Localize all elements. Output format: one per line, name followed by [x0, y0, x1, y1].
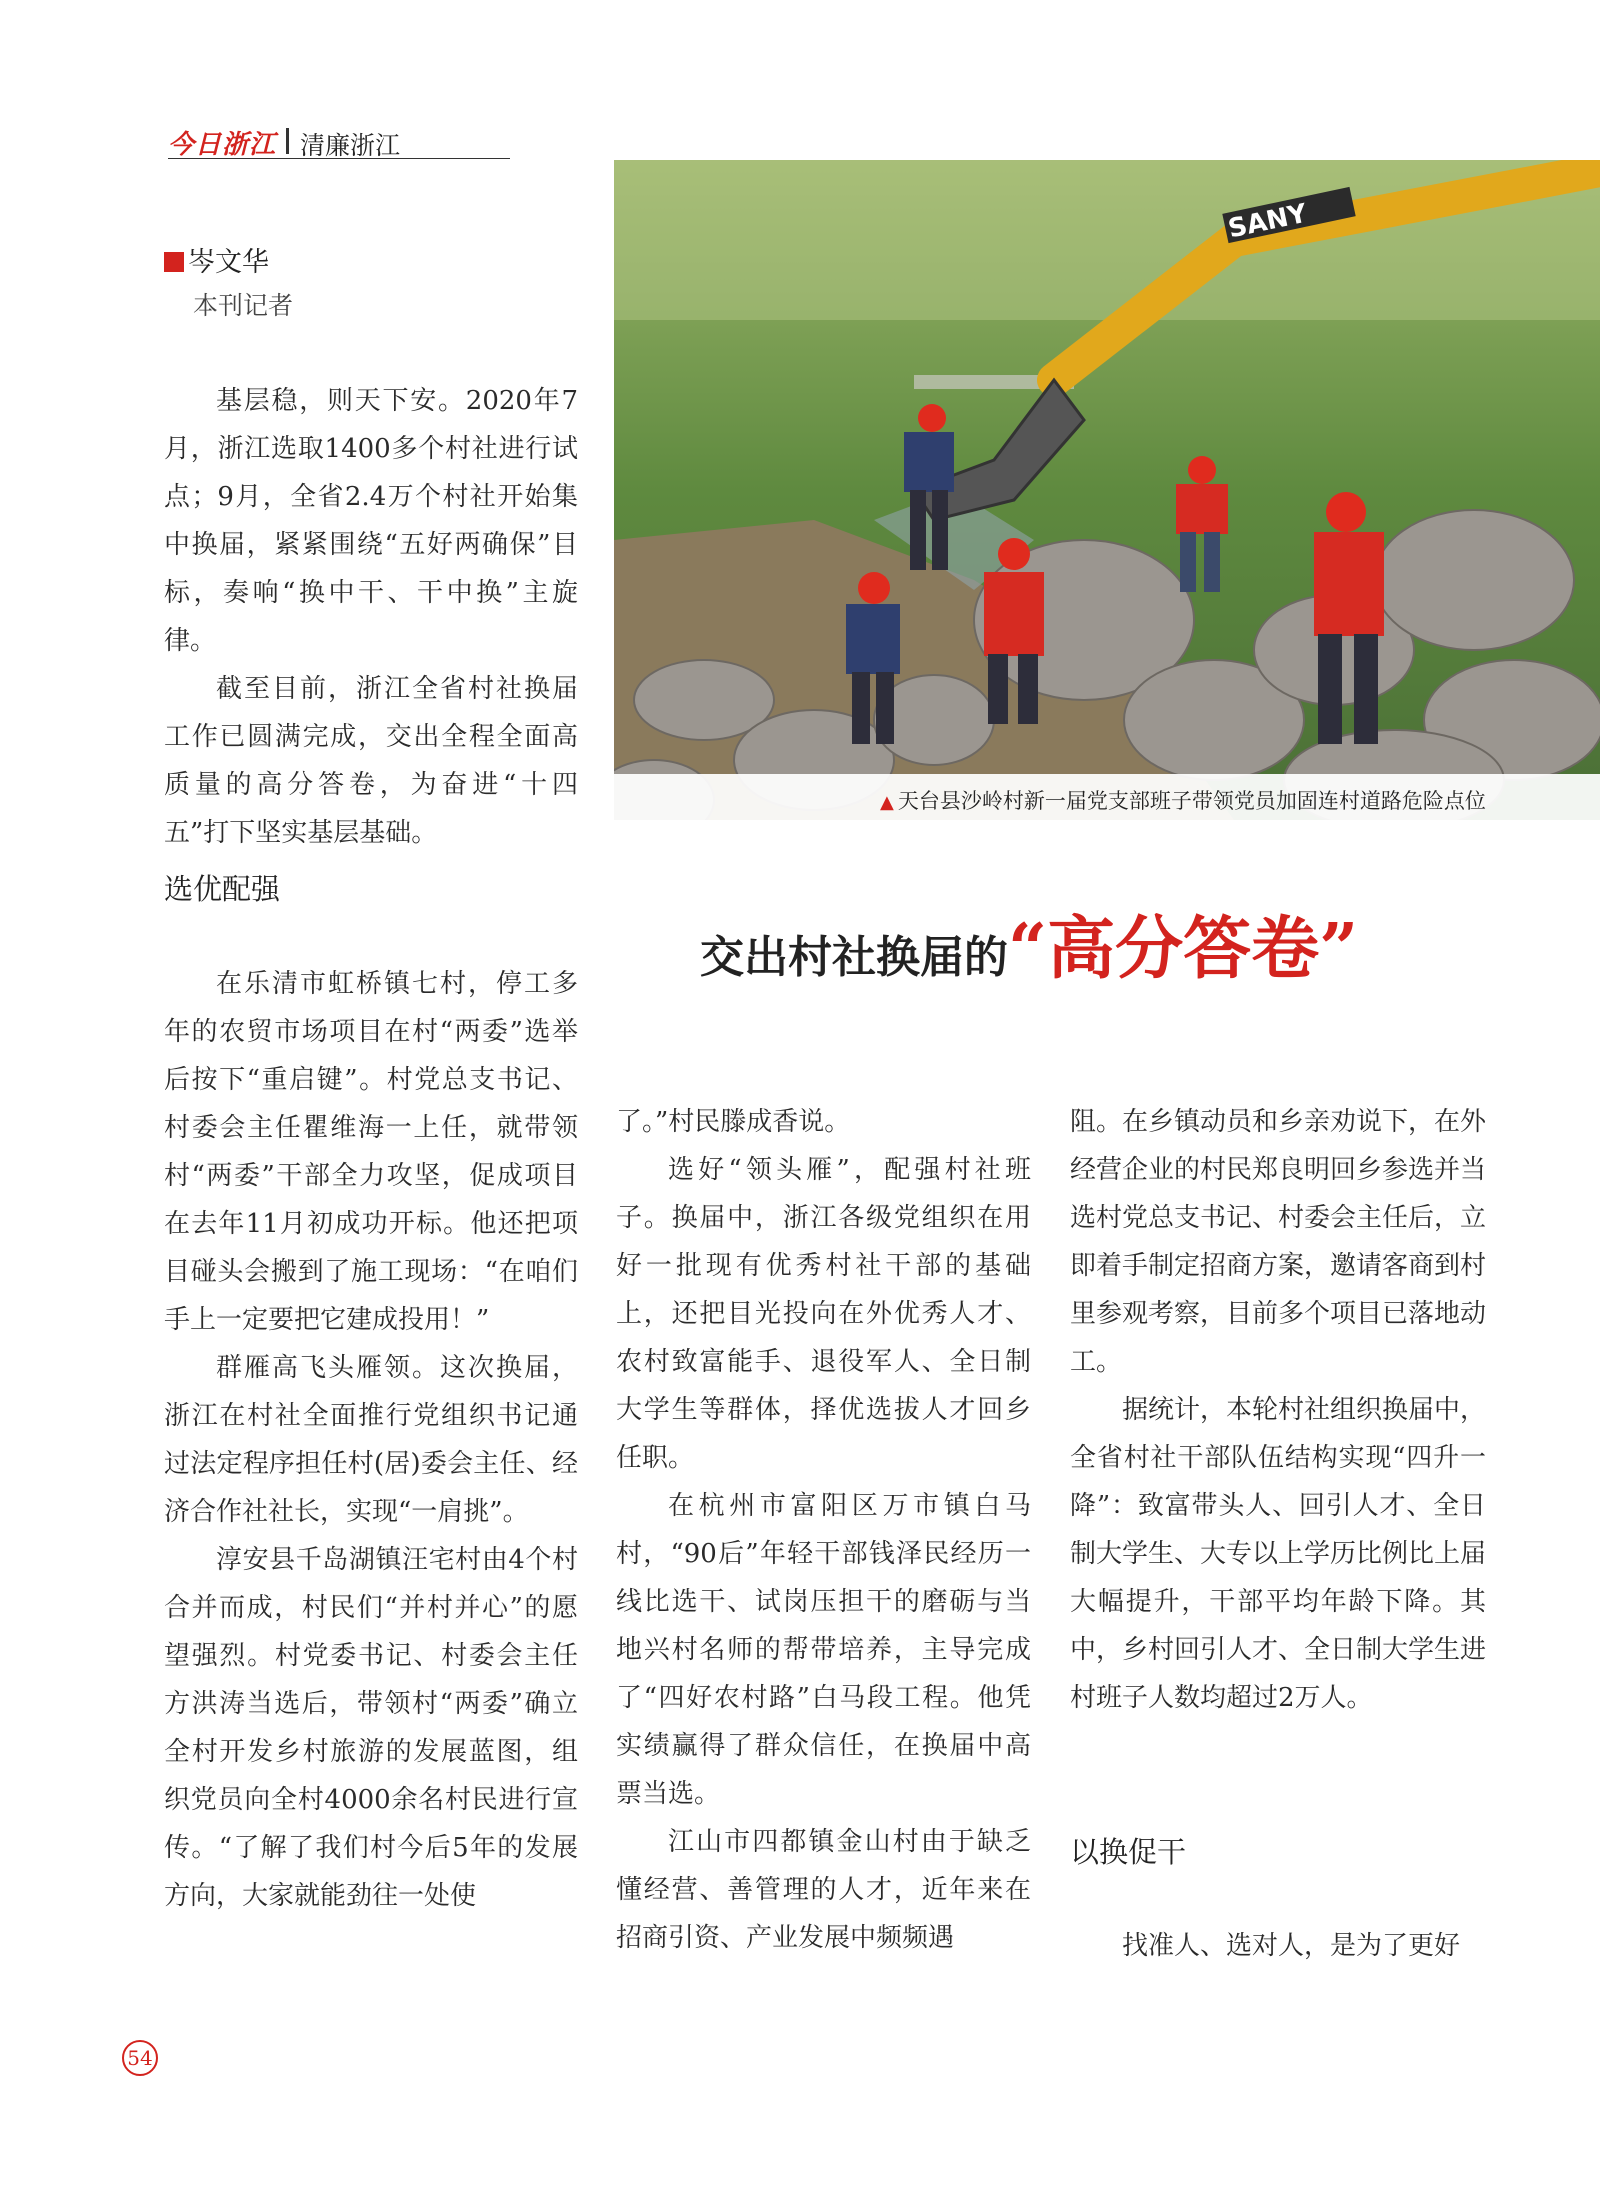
- subhead-xuanyou: 选优配强: [164, 872, 281, 906]
- paragraph: 淳安县千岛湖镇汪宅村由4个村合并而成，村民们“并村并心”的愿望强烈。村党委书记、村委会主任方洪涛当选后，带领村“两委”确立全村开发乡村旅游的发展蓝图，组织党员向全村4000余名村民进行宣传。“了解了我们村今后5年的发展方向，大家就能劲往一处使: [164, 1545, 578, 1911]
- column-3-tail: [1070, 1922, 1486, 1970]
- triangle-icon: ▲: [880, 792, 894, 813]
- article-headline: [700, 895, 1358, 992]
- paragraph: 了。”村民滕成香说。: [616, 1107, 851, 1137]
- section-title: 清廉浙江: [300, 131, 401, 160]
- paragraph: 找准人、选对人，是为了更好: [1122, 1931, 1461, 1961]
- paragraph: 群雁高飞头雁领。这次换届，浙江在村社全面推行党组织书记通过法定程序担任村(居)委会主任、经济合作社社长，实现“一肩挑”。: [164, 1353, 578, 1527]
- excavator-brand-label: SANY: [1225, 198, 1310, 245]
- masthead-divider: [286, 128, 289, 154]
- column-1: [164, 960, 578, 1920]
- paragraph: 截至目前，浙江全省村社换届工作已圆满完成，交出全程全面高质量的高分答卷，为奋进“十四五”打下坚实基层基础。: [164, 674, 578, 848]
- column-3: [1070, 1098, 1486, 1722]
- paragraph: 在杭州市富阳区万市镇白马村，“90后”年轻干部钱泽民经历一线比选干、试岗压担干的磨砺与当地兴村名师的帮带培养，主导完成了“四好农村路”白马段工程。他凭实绩赢得了群众信任，在换届中高票当选。: [616, 1491, 1031, 1809]
- magazine-logo: 今日浙江: [168, 130, 277, 160]
- article-photo: [614, 160, 1600, 820]
- square-marker-icon: [164, 252, 184, 272]
- subhead-yihuan: 以换促干: [1070, 1835, 1187, 1869]
- photo-caption: ▲ 天台县沙岭村新一届党支部班子带领党员加固连村道路危险点位: [880, 789, 1486, 813]
- intro-text: [164, 377, 578, 857]
- paragraph: 选好“领头雁”，配强村社班子。换届中，浙江各级党组织在用好一批现有优秀村社干部的基础上，还把目光投向在外优秀人才、农村致富能手、退役军人、全日制大学生等群体，择优选拔人才回乡任职。: [616, 1155, 1031, 1473]
- paragraph: 江山市四都镇金山村由于缺乏懂经营、善管理的人才，近年来在招商引资、产业发展中频频遇: [616, 1827, 1031, 1953]
- headline-prefix: 交出村社换届的: [700, 932, 1008, 983]
- paragraph: 阻。在乡镇动员和乡亲劝说下，在外经营企业的村民郑良明回乡参选并当选村党总支书记、村委会主任后，立即着手制定招商方案，邀请客商到村里参观考察，目前多个项目已落地动工。: [1070, 1107, 1487, 1377]
- photo-illustration: [614, 160, 1600, 820]
- author-role: 本刊记者: [193, 291, 294, 320]
- paragraph: 在乐清市虹桥镇七村，停工多年的农贸市场项目在村“两委”选举后按下“重启键”。村党总支书记、村委会主任瞿维海一上任，就带领村“两委”干部全力攻坚，促成项目在去年11月初成功开标。他还把项目碰头会搬到了施工现场：“在咱们手上一定要把它建成投用！”: [164, 969, 578, 1335]
- paragraph: 基层稳，则天下安。2020年7月，浙江选取1400多个村社进行试点；9月，全省2.4万个村社开始集中换届，紧紧围绕“五好两确保”目标，奏响“换中干、干中换”主旋律。: [164, 386, 578, 656]
- headline-highlight: “高分答卷”: [1008, 909, 1359, 989]
- page-number: 54: [122, 2040, 158, 2076]
- paragraph: 据统计，本轮村社组织换届中，全省村社干部队伍结构实现“四升一降”：致富带头人、回引人才、全日制大学生、大专以上学历比例比上届大幅提升，干部平均年龄下降。其中，乡村回引人才、全日制大学生进村班子人数均超过2万人。: [1070, 1395, 1487, 1713]
- masthead: [168, 124, 510, 159]
- column-2: [616, 1098, 1031, 1962]
- author-name: 岑文华: [164, 240, 269, 279]
